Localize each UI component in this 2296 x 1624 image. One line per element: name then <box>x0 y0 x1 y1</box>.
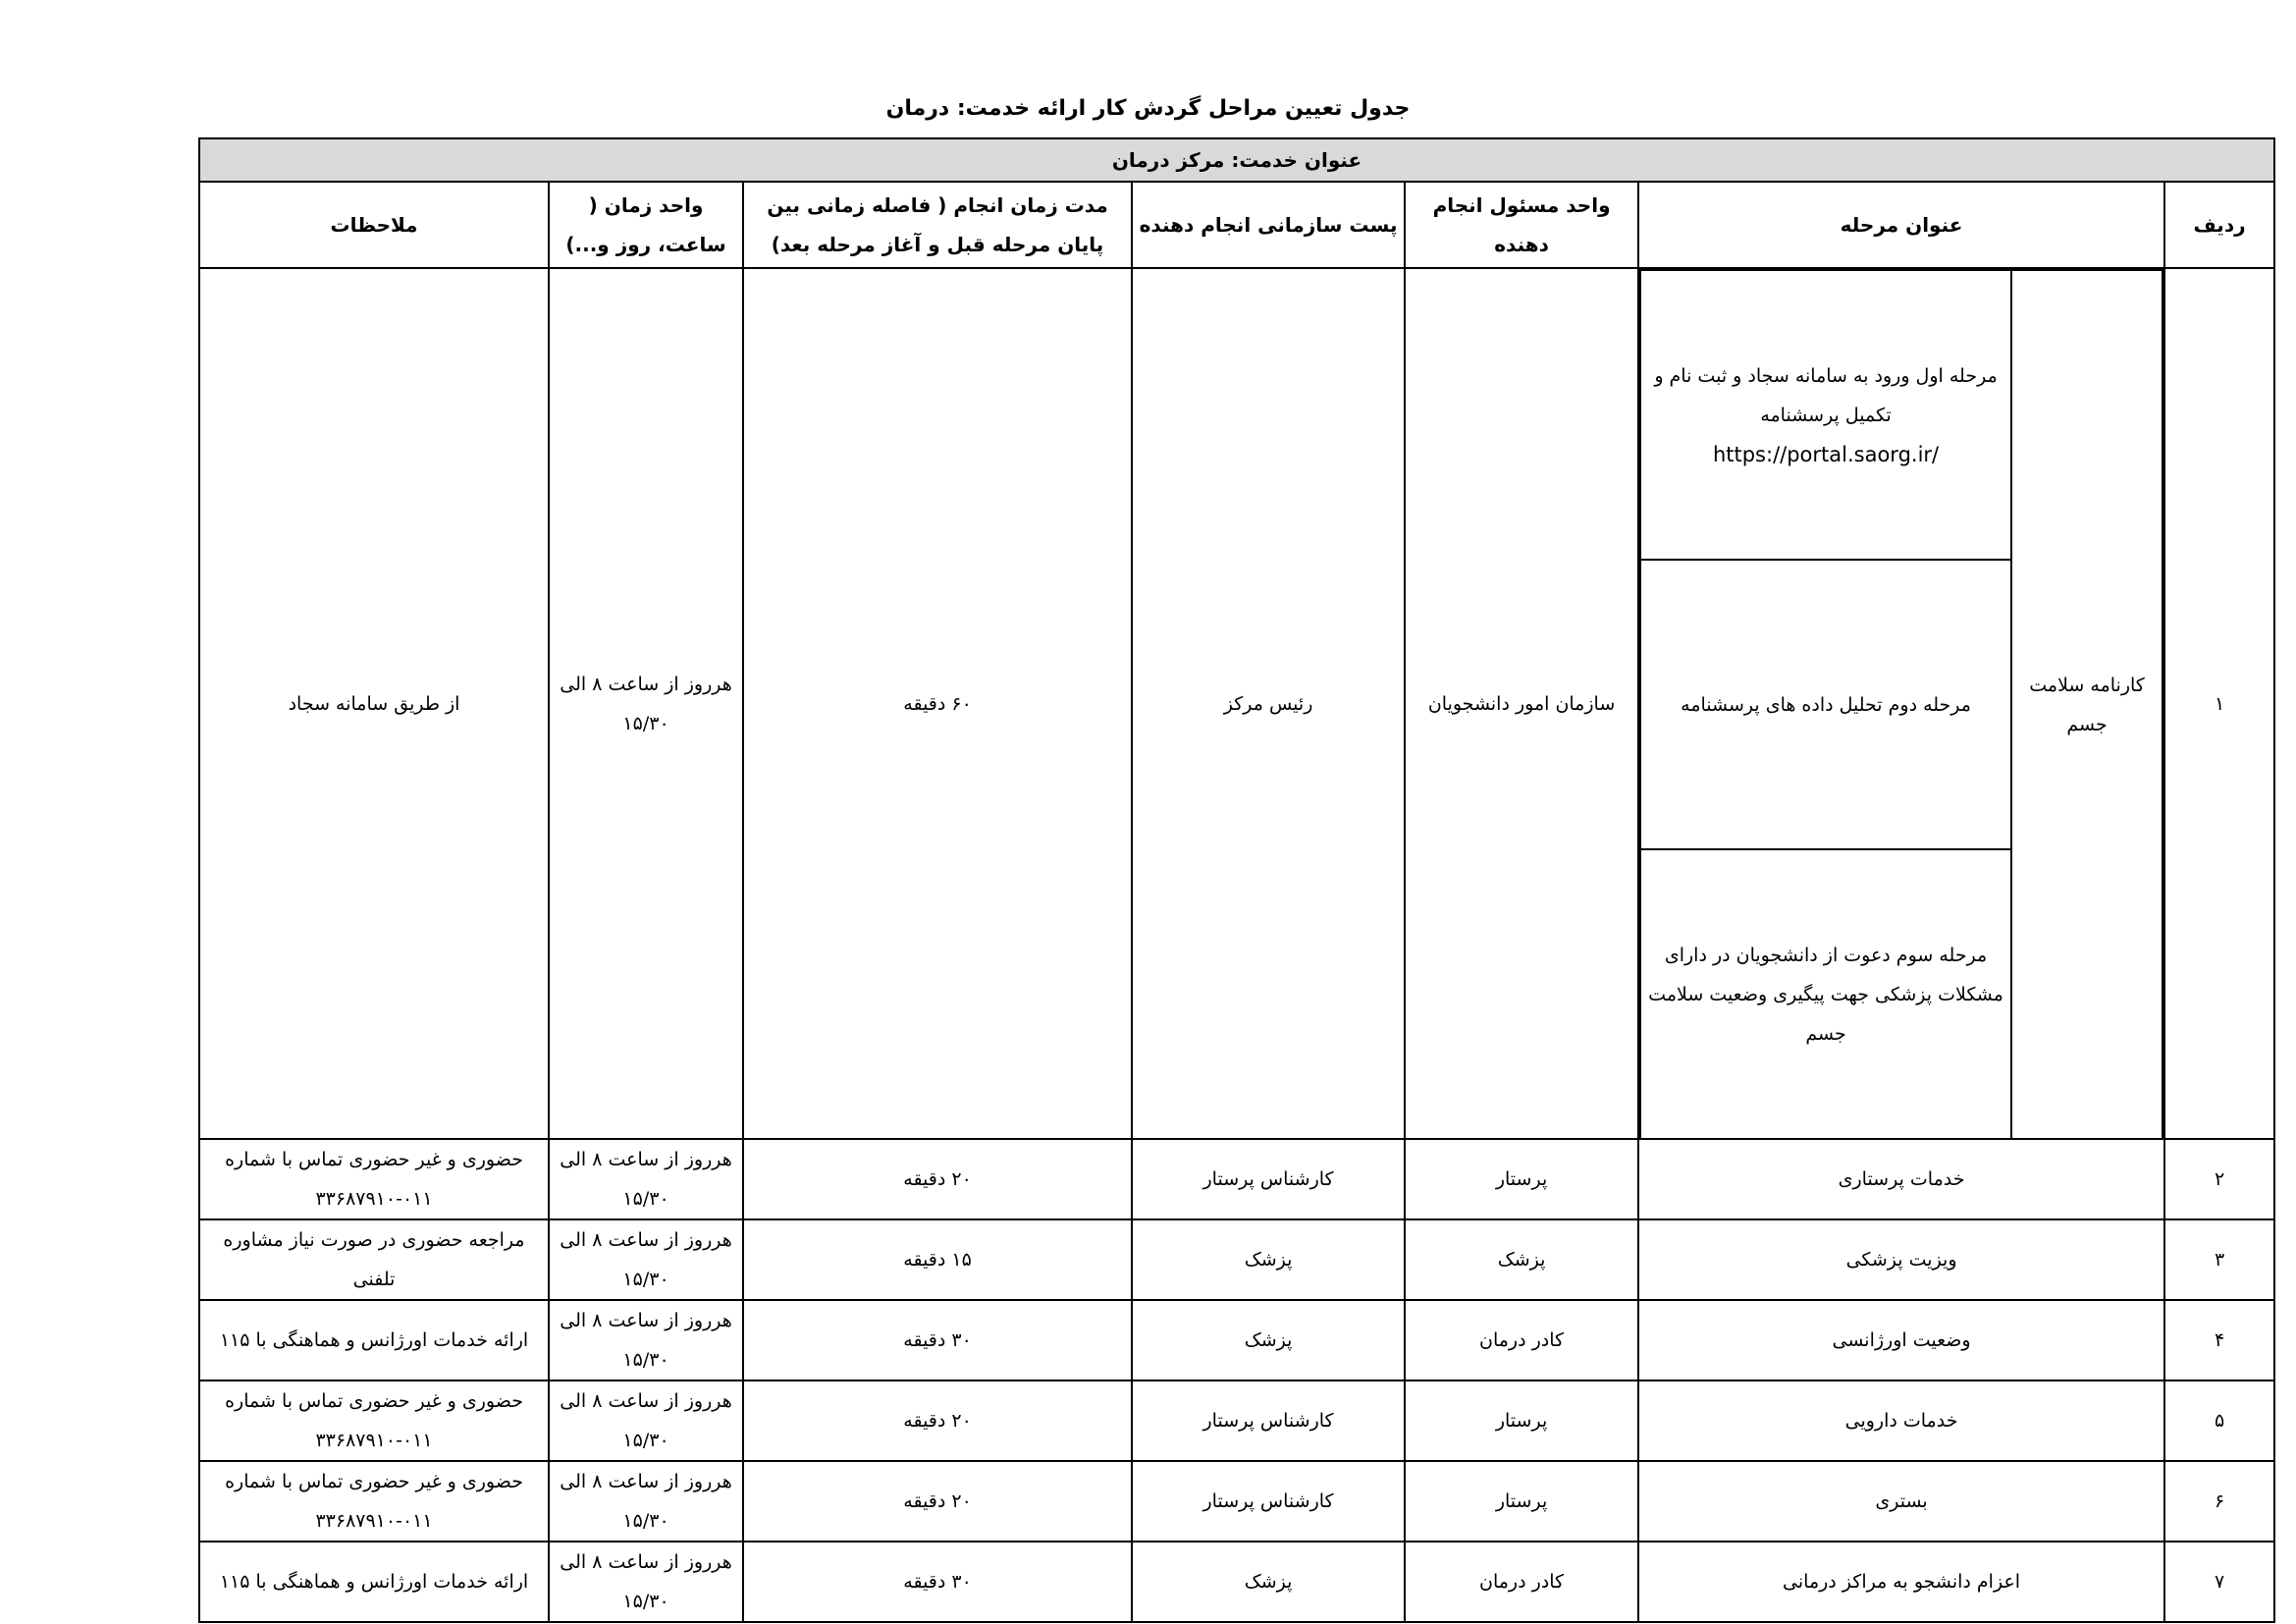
post: کارشناس پرستار <box>1132 1139 1405 1219</box>
row-number: ۶ <box>2164 1461 2274 1542</box>
header-notes: ملاحظات <box>199 182 549 268</box>
time-unit: هرروز از ساعت ۸ الی ۱۵/۳۰ <box>549 268 743 1139</box>
post: پزشک <box>1132 1542 1405 1622</box>
time-unit: هرروز از ساعت ۸ الی ۱۵/۳۰ <box>549 1139 743 1219</box>
stage-title: وضعیت اورژانسی <box>1638 1300 2164 1380</box>
notes: ارائه خدمات اورژانس و هماهنگی با ۱۱۵ <box>199 1300 549 1380</box>
table-row <box>199 1542 2274 1622</box>
duration: ۶۰ دقیقه <box>743 268 1132 1139</box>
sub-stage-1 <box>1640 270 2011 560</box>
post: پزشک <box>1132 1300 1405 1380</box>
table-row <box>199 1219 2274 1300</box>
post: کارشناس پرستار <box>1132 1461 1405 1542</box>
row-number: ۳ <box>2164 1219 2274 1300</box>
notes: حضوری و غیر حضوری تماس با شماره ۰۱۱-۳۳۶۸۷۹۱۰ <box>199 1461 549 1542</box>
service-title: عنوان خدمت: مرکز درمان <box>199 138 2274 182</box>
responsible-unit: پرستار <box>1405 1461 1638 1542</box>
duration: ۳۰ دقیقه <box>743 1542 1132 1622</box>
stage-cell <box>1638 268 2164 1139</box>
page-title: جدول تعیین مراحل گردش کار ارائه خدمت: درمان <box>885 96 1411 121</box>
post: رئیس مرکز <box>1132 268 1405 1139</box>
responsible-unit: پرستار <box>1405 1139 1638 1219</box>
sub-stage-1-text: مرحله اول ورود به سامانه سجاد و ثبت نام و تکمیل پرسشنامه <box>1654 364 1998 426</box>
time-unit: هرروز از ساعت ۸ الی ۱۵/۳۰ <box>549 1219 743 1300</box>
table-row <box>199 1139 2274 1219</box>
post: کارشناس پرستار <box>1132 1380 1405 1461</box>
time-unit: هرروز از ساعت ۸ الی ۱۵/۳۰ <box>549 1542 743 1622</box>
stage-group: کارنامه سلامت جسم <box>2011 270 2163 1138</box>
stage-title: اعزام دانشجو به مراکز درمانی <box>1638 1542 2164 1622</box>
header-row <box>199 182 2274 268</box>
responsible-unit: سازمان امور دانشجویان <box>1405 268 1638 1139</box>
duration: ۲۰ دقیقه <box>743 1139 1132 1219</box>
header-stage-title: عنوان مرحله <box>1638 182 2164 268</box>
duration: ۳۰ دقیقه <box>743 1300 1132 1380</box>
stage-title: ویزیت پزشکی <box>1638 1219 2164 1300</box>
notes: از طریق سامانه سجاد <box>199 268 549 1139</box>
time-unit: هرروز از ساعت ۸ الی ۱۵/۳۰ <box>549 1380 743 1461</box>
duration: ۲۰ دقیقه <box>743 1461 1132 1542</box>
table-row <box>199 1461 2274 1542</box>
row-number: ۷ <box>2164 1542 2274 1622</box>
sub-stage-3: مرحله سوم دعوت از دانشجویان در دارای مشکلات پزشکی جهت پیگیری وضعیت سلامت جسم <box>1640 849 2011 1138</box>
post: پزشک <box>1132 1219 1405 1300</box>
header-time-unit: واحد زمان ( ساعت، روز و...) <box>549 182 743 268</box>
responsible-unit: پزشک <box>1405 1219 1638 1300</box>
notes: حضوری و غیر حضوری تماس با شماره ۰۱۱-۳۳۶۸۷۹۱۰ <box>199 1380 549 1461</box>
workflow-table <box>198 137 2275 1623</box>
sub-stages-table <box>1639 269 2163 1138</box>
stage-title: خدمات دارویی <box>1638 1380 2164 1461</box>
time-unit: هرروز از ساعت ۸ الی ۱۵/۳۰ <box>549 1300 743 1380</box>
service-title-row <box>199 138 2274 182</box>
portal-link[interactable]: https://portal.saorg.ir/ <box>1712 442 1940 466</box>
notes: ارائه خدمات اورژانس و هماهنگی با ۱۱۵ <box>199 1542 549 1622</box>
responsible-unit: پرستار <box>1405 1380 1638 1461</box>
stage-title: بستری <box>1638 1461 2164 1542</box>
table-row <box>199 1380 2274 1461</box>
row-number: ۴ <box>2164 1300 2274 1380</box>
duration: ۲۰ دقیقه <box>743 1380 1132 1461</box>
sub-stage-2: مرحله دوم تحلیل داده های پرسشنامه <box>1640 560 2011 849</box>
table-row <box>199 268 2274 1139</box>
time-unit: هرروز از ساعت ۸ الی ۱۵/۳۰ <box>549 1461 743 1542</box>
stage-title: خدمات پرستاری <box>1638 1139 2164 1219</box>
header-row-no: ردیف <box>2164 182 2274 268</box>
notes: حضوری و غیر حضوری تماس با شماره ۰۱۱-۳۳۶۸۷۹۱۰ <box>199 1139 549 1219</box>
header-responsible-unit: واحد مسئول انجام دهنده <box>1405 182 1638 268</box>
row-number: ۵ <box>2164 1380 2274 1461</box>
table-row <box>199 1300 2274 1380</box>
header-duration: مدت زمان انجام ( فاصله زمانی بین پایان مرحله قبل و آغاز مرحله بعد) <box>743 182 1132 268</box>
responsible-unit: کادر درمان <box>1405 1542 1638 1622</box>
header-post: پست سازمانی انجام دهنده <box>1132 182 1405 268</box>
notes: مراجعه حضوری در صورت نیاز مشاوره تلفنی <box>199 1219 549 1300</box>
responsible-unit: کادر درمان <box>1405 1300 1638 1380</box>
row-number: ۲ <box>2164 1139 2274 1219</box>
row-number: ۱ <box>2164 268 2274 1139</box>
duration: ۱۵ دقیقه <box>743 1219 1132 1300</box>
